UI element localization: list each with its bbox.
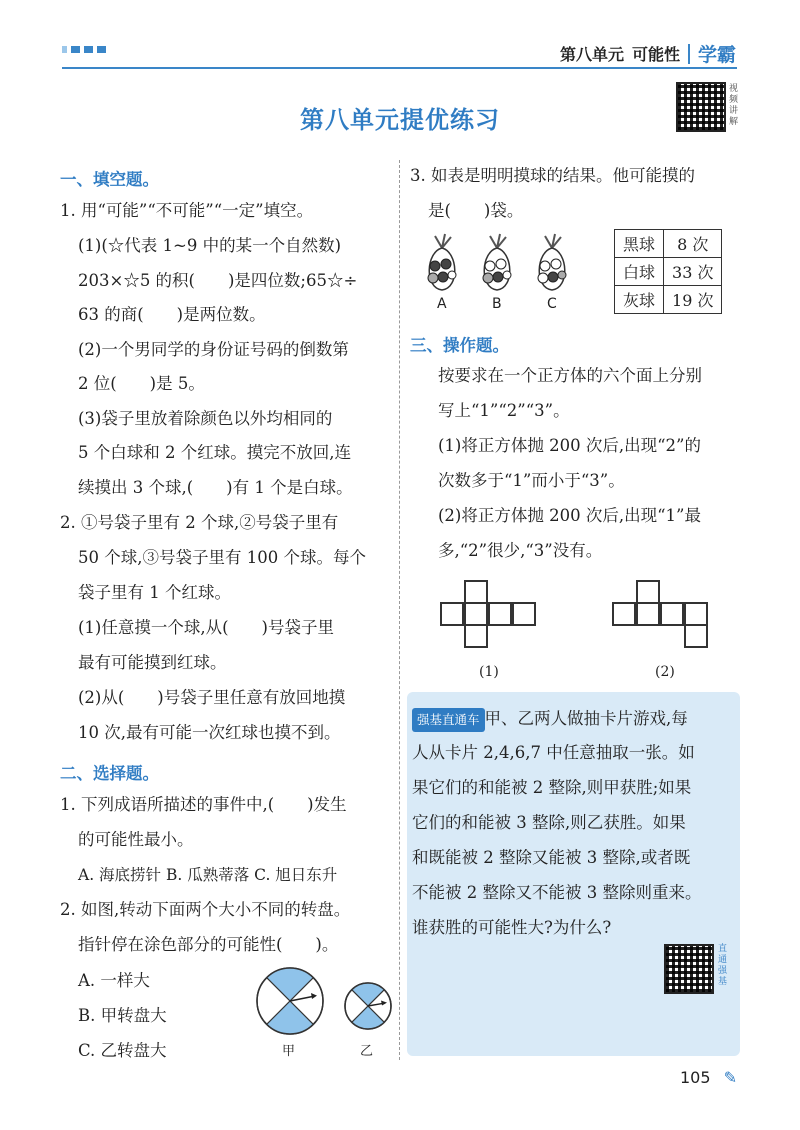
table-cell: 灰球 [615, 286, 664, 314]
brand-logo: 学霸 [697, 44, 736, 66]
section-heading-choice: 二、选择题。 [60, 764, 159, 783]
question-line: (2)一个男同学的身份证号码的倒数第 [78, 340, 349, 359]
question-line: (1)任意摸一个球,从( )号袋子里 [78, 618, 334, 637]
header-unit: 第八单元 [559, 45, 624, 64]
qr-code-icon[interactable] [664, 944, 714, 994]
net-face [684, 602, 708, 626]
section-heading-fill: 一、填空题。 [60, 170, 159, 189]
page-title: 第八单元提优练习 [300, 106, 500, 134]
question-line: 指针停在涂色部分的可能性( )。 [78, 935, 339, 954]
challenge-tag: 强基直通车 [412, 708, 485, 732]
question-line: 203×☆5 的积( )是四位数;65☆÷ [78, 271, 358, 290]
running-header [560, 40, 736, 67]
question-line: 1. 用“可能”“不可能”“一定”填空。 [60, 201, 314, 220]
net-face [636, 602, 660, 626]
challenge-line: 不能被 2 整除又不能被 3 整除则重来。 [412, 883, 702, 902]
question-line: (1)(☆代表 1~9 中的某一个自然数) [78, 236, 342, 255]
spinner-label-yi: 乙 [360, 1044, 374, 1059]
bag-label-c: C [547, 296, 557, 312]
question-line: 次数多于“1”而小于“3”。 [438, 471, 625, 490]
spinner-jia [257, 968, 323, 1034]
spinner-label-jia: 甲 [282, 1044, 296, 1059]
spinner-yi [345, 983, 391, 1029]
choice-option-c: C. 乙转盘大 [78, 1041, 167, 1060]
bag-label-a: A [437, 296, 447, 312]
question-line: 2. 如图,转动下面两个大小不同的转盘。 [60, 900, 351, 919]
choice-option-b: B. 甲转盘大 [78, 1006, 167, 1025]
net-face [660, 602, 684, 626]
bag-b [483, 234, 511, 290]
column-divider [399, 160, 400, 1060]
question-line: 写上“1”“2”“3”。 [438, 401, 570, 420]
header-separator [688, 44, 690, 64]
table-row [615, 258, 722, 286]
qr-caption: 视 频 讲 解 [729, 84, 739, 127]
choice-option-a: A. 一样大 [78, 971, 150, 990]
question-line: 袋子里有 1 个红球。 [78, 583, 231, 602]
challenge-line: 果它们的和能被 2 整除,则甲获胜;如果 [412, 778, 692, 797]
question-line: 63 的商( )是两位数。 [78, 305, 266, 324]
net-face [488, 602, 512, 626]
challenge-line: 谁获胜的可能性大?为什么? [412, 918, 612, 937]
table-cell: 8 次 [664, 230, 722, 258]
question-line: 多,“2”很少,“3”没有。 [438, 541, 603, 560]
question-line: (2)将正方体抛 200 次后,出现“1”最 [438, 506, 701, 525]
qr-code-icon[interactable] [676, 82, 726, 132]
ball-bags-figure [420, 230, 590, 300]
question-line: 续摸出 3 个球,( )有 1 个是白球。 [78, 478, 353, 497]
net-face [464, 624, 488, 648]
question-line: 2 位( )是 5。 [78, 374, 205, 393]
table-cell: 33 次 [664, 258, 722, 286]
ball-result-table [614, 229, 722, 314]
choice-options: A. 海底捞针 B. 瓜熟蒂落 C. 旭日东升 [78, 866, 338, 884]
net-face [440, 602, 464, 626]
bag-label-b: B [492, 296, 502, 312]
net-label-2: (2) [655, 664, 675, 680]
question-line: 3. 如表是明明摸球的结果。他可能摸的 [410, 166, 695, 185]
question-line: 的可能性最小。 [78, 830, 194, 849]
challenge-line: 人从卡片 2,4,6,7 中任意抽取一张。如 [412, 743, 695, 762]
question-line: 10 次,最有可能一次红球也摸不到。 [78, 723, 341, 742]
question-line: 1. 下列成语所描述的事件中,( )发生 [60, 795, 347, 814]
table-cell: 19 次 [664, 286, 722, 314]
page-number: 105 ✎ [680, 1068, 738, 1087]
question-line: 50 个球,③号袋子里有 100 个球。每个 [78, 548, 366, 567]
pencil-icon: ✎ [723, 1068, 738, 1087]
table-cell: 白球 [615, 258, 664, 286]
net-face [684, 624, 708, 648]
question-line: (3)袋子里放着除颜色以外均相同的 [78, 409, 333, 428]
net-face [464, 580, 488, 604]
header-decoration [62, 46, 106, 53]
qr-caption: 直 通 强 基 [718, 944, 728, 987]
section-heading-operation: 三、操作题。 [410, 336, 509, 355]
question-line: 2. ①号袋子里有 2 个球,②号袋子里有 [60, 513, 339, 532]
bag-c [538, 234, 566, 290]
challenge-first-line [412, 708, 688, 732]
net-face [612, 602, 636, 626]
net-face [464, 602, 488, 626]
header-topic: 可能性 [631, 45, 680, 64]
table-row [615, 230, 722, 258]
challenge-line: 它们的和能被 3 整除,则乙获胜。如果 [412, 813, 686, 832]
bag-a [428, 234, 456, 290]
net-face [636, 580, 660, 604]
net-face [512, 602, 536, 626]
challenge-text: 甲、乙两人做抽卡片游戏,每 [484, 709, 688, 728]
question-line: (2)从( )号袋子里任意有放回地摸 [78, 688, 346, 707]
challenge-line: 和既能被 2 整除又能被 3 整除,或者既 [412, 848, 691, 867]
question-line: 5 个白球和 2 个红球。摸完不放回,连 [78, 443, 351, 462]
spinners-figure [255, 966, 395, 1036]
cube-net-2 [612, 580, 732, 660]
table-row [615, 286, 722, 314]
question-line: (1)将正方体抛 200 次后,出现“2”的 [438, 436, 701, 455]
header-rule [62, 67, 737, 69]
table-cell: 黑球 [615, 230, 664, 258]
net-label-1: (1) [479, 664, 499, 680]
question-line: 是( )袋。 [428, 201, 524, 220]
cube-net-1 [440, 580, 560, 660]
question-line: 最有可能摸到红球。 [78, 653, 227, 672]
question-line: 按要求在一个正方体的六个面上分别 [438, 366, 702, 385]
